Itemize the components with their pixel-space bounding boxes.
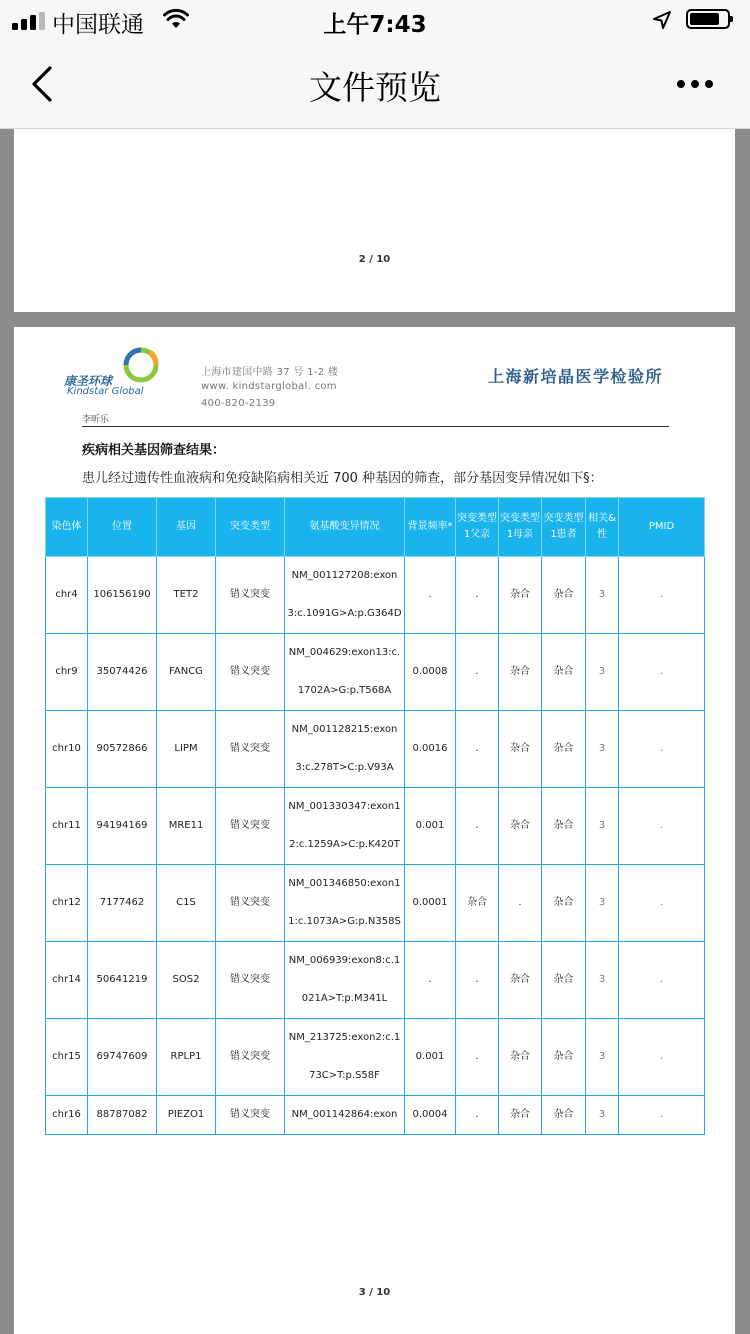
table-cell: PIEZO1 [157,1096,216,1135]
ellipsis-icon[interactable] [670,60,720,108]
status-time: 上午7:43 [323,12,427,38]
table-cell: 杂合 [499,557,542,634]
table-header-cell: 基因 [157,498,216,557]
table-cell: . [619,711,705,788]
table-cell: 杂合 [499,634,542,711]
table-cell: 杂合 [542,1096,586,1135]
table-cell: 杂合 [499,1019,542,1096]
gene-results-table [45,497,705,1135]
header-divider [82,426,669,427]
table-cell: 杂合 [499,711,542,788]
battery-level [690,13,719,25]
table-cell: . [456,1096,499,1135]
table-cell: 3 [586,711,619,788]
table-cell: chr4 [46,557,88,634]
table-cell: 杂合 [456,865,499,942]
table-row [46,557,705,634]
table-row [46,865,705,942]
table-cell: 杂合 [542,1019,586,1096]
table-cell: FANCG [157,634,216,711]
table-cell: . [456,711,499,788]
table-cell: 3 [586,865,619,942]
table-cell: 69747609 [88,1019,157,1096]
table-cell: 3 [586,788,619,865]
table-cell: 错义突变 [216,711,285,788]
table-cell: 106156190 [88,557,157,634]
table-cell: 错义突变 [216,557,285,634]
table-header-cell: 染色体 [46,498,88,557]
table-cell: 3 [586,942,619,1019]
table-cell: 0.0016 [405,711,456,788]
table-cell: 杂合 [499,1096,542,1135]
logo-name-en: Kindstar Global [67,386,144,397]
table-cell: 错义突变 [216,1096,285,1135]
table-cell: 3 [586,557,619,634]
page-title: 文件预览 [309,68,441,107]
table-cell: chr10 [46,711,88,788]
logo-ring-icon [122,346,160,384]
table-cell: 0.0001 [405,865,456,942]
status-bar [0,0,750,40]
location-arrow-icon [652,10,672,30]
table-cell: chr12 [46,865,88,942]
table-cell: 错义突变 [216,942,285,1019]
table-header-row [46,498,705,557]
table-cell: 错义突变 [216,634,285,711]
table-cell: 杂合 [542,865,586,942]
table-cell: 3 [586,1019,619,1096]
table-cell: . [456,634,499,711]
table-cell: TET2 [157,557,216,634]
table-cell: chr9 [46,634,88,711]
document-page-2 [14,128,735,312]
table-body [46,557,705,1135]
table-cell: NM_001142864:exon [285,1096,405,1135]
table-cell: 3 [586,1096,619,1135]
lab-name: 上海新培晶医学检验所 [488,367,664,386]
table-cell: 7177462 [88,865,157,942]
table-cell: 杂合 [542,634,586,711]
table-cell: 94194169 [88,788,157,865]
table-cell: NM_001330347:exon12:c.1259A>C:p.K420T [285,788,405,865]
table-header-cell: 背景频率* [405,498,456,557]
table-cell: . [619,557,705,634]
table-row [46,1019,705,1096]
table-cell: 0.001 [405,1019,456,1096]
table-cell: 错义突变 [216,788,285,865]
table-cell: chr11 [46,788,88,865]
table-cell: 杂合 [542,788,586,865]
website-text: www. kindstarglobal. com [201,381,337,392]
table-cell: SOS2 [157,942,216,1019]
table-cell: 0.0008 [405,634,456,711]
table-header-cell: 氨基酸变异情况 [285,498,405,557]
table-cell: . [619,1019,705,1096]
phone-text: 400-820-2139 [201,398,276,409]
table-cell: . [456,942,499,1019]
table-cell: 杂合 [499,788,542,865]
table-cell: MRE11 [157,788,216,865]
table-cell: . [619,865,705,942]
table-cell: 88787082 [88,1096,157,1135]
table-cell: 杂合 [499,942,542,1019]
table-cell: . [456,788,499,865]
table-cell: 杂合 [542,557,586,634]
table-cell: 3 [586,634,619,711]
table-header-cell: 突变类型1患者 [542,498,586,557]
table-cell: C1S [157,865,216,942]
table-cell: NM_001128215:exon3:c.278T>C:p.V93A [285,711,405,788]
section-title: 疾病相关基因筛查结果： [82,443,226,458]
table-cell: . [499,865,542,942]
top-bar [0,0,750,129]
battery-icon [686,9,730,29]
table-cell: NM_001346850:exon11:c.1073A>G:p.N358S [285,865,405,942]
table-row [46,1096,705,1135]
table-cell: chr15 [46,1019,88,1096]
table-cell: 0.001 [405,788,456,865]
table-header-cell: 突变类型 [216,498,285,557]
table-cell: 杂合 [542,711,586,788]
table-cell: 35074426 [88,634,157,711]
table-cell: LIPM [157,711,216,788]
table-cell: . [456,557,499,634]
table-cell: NM_001127208:exon3:c.1091G>A:p.G364D [285,557,405,634]
address-text: 上海市建国中路 37 号 1-2 楼 [201,367,339,378]
table-cell: . [405,557,456,634]
table-cell: . [619,1096,705,1135]
carrier-label: 中国联通 [52,12,144,38]
page-number: 2 / 10 [358,254,391,265]
table-cell: chr16 [46,1096,88,1135]
logo-name-cn: 康圣环球 [64,374,113,388]
table-header-cell: 突变类型1母亲 [499,498,542,557]
table-cell: . [619,942,705,1019]
page-number: 3 / 10 [358,1287,391,1298]
document-page-3 [14,327,735,1334]
table-cell: NM_213725:exon2:c.173C>T:p.S58F [285,1019,405,1096]
patient-name: 李昕乐 [82,415,110,425]
table-header-cell: 相关&性 [586,498,619,557]
table-row [46,634,705,711]
table-cell: . [405,942,456,1019]
section-description: 患儿经过遗传性血液病和免疫缺陷病相关近 700 种基因的筛查，部分基因变异情况如下§： [82,471,603,486]
navigation-bar [0,40,750,128]
table-cell: NM_004629:exon13:c.1702A>G:p.T568A [285,634,405,711]
table-cell: 杂合 [542,942,586,1019]
table-cell: RPLP1 [157,1019,216,1096]
table-header-cell: 位置 [88,498,157,557]
table-row [46,942,705,1019]
table-cell: chr14 [46,942,88,1019]
table-cell: NM_006939:exon8:c.1021A>T:p.M341L [285,942,405,1019]
table-cell: . [619,788,705,865]
table-cell: 0.0004 [405,1096,456,1135]
table-header-cell: 突变类型1父亲 [456,498,499,557]
table-cell: . [619,634,705,711]
table-cell: 错义突变 [216,865,285,942]
table-cell: 错义突变 [216,1019,285,1096]
table-cell: 90572866 [88,711,157,788]
table-header-cell: PMID [619,498,705,557]
table-row [46,788,705,865]
table-cell: 50641219 [88,942,157,1019]
table-row [46,711,705,788]
table-cell: . [456,1019,499,1096]
